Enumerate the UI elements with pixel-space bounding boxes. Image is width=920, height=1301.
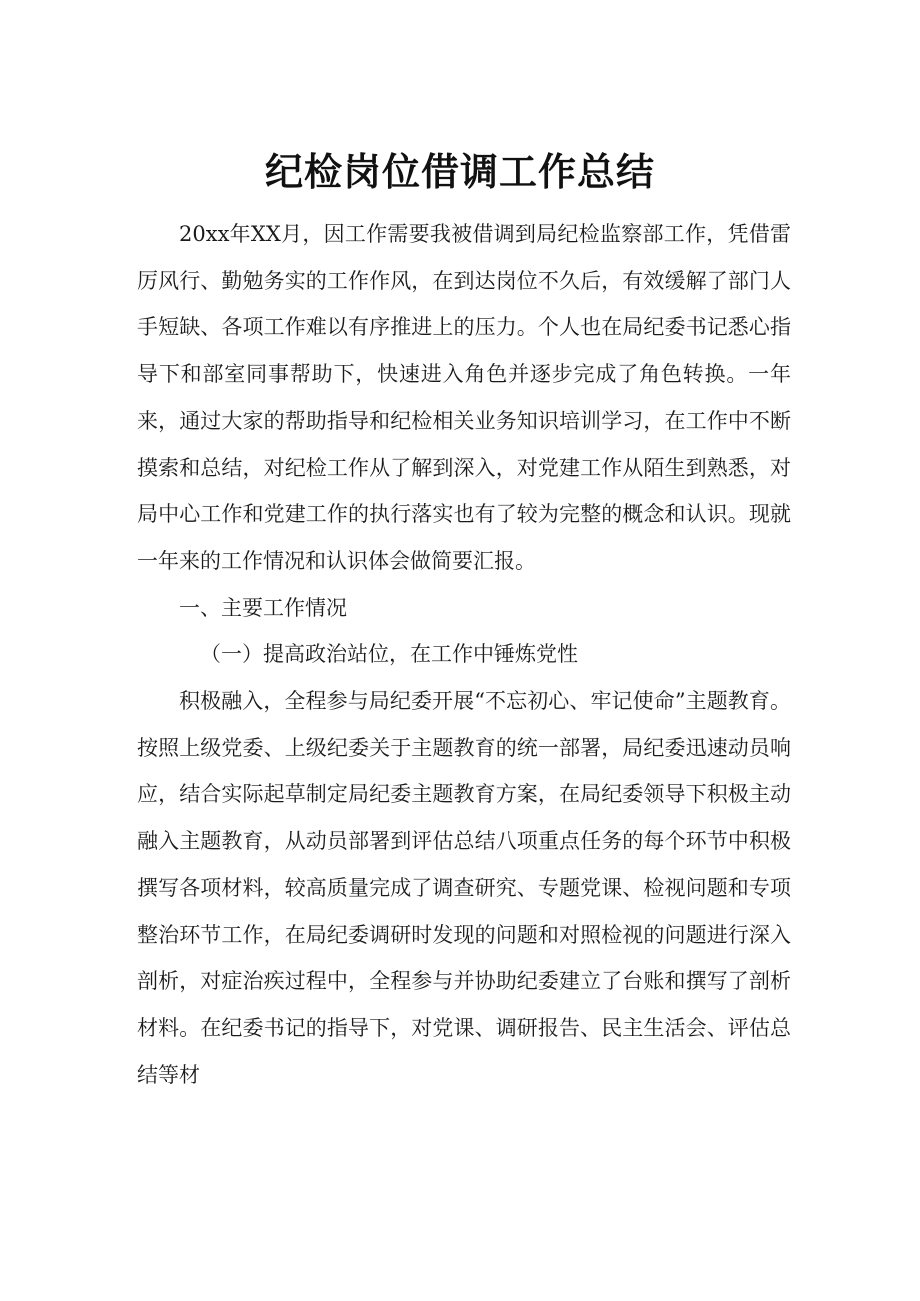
subsection-paragraph: 积极融入，全程参与局纪委开展“不忘初心、牢记使命”主题教育。按照上级党委、上级纪委关于主题教育的统一部署，局纪委迅速动员响应，结合实际起草制定局纪委主题教育方案，在局纪委领导下积极主动融入主题教育，从动员部署到评估总结八项重点任务的每个环节中积极撰写各项材料，较高质量完成了调查研究、专题党课、检视问题和专项整治环节工作，在局纪委调研时发现的问题和对照检视的问题进行深入剖析，对症治疾过程中，全程参与并协助纪委建立了台账和撰写了剖析材料。在纪委书记的指导下，对党课、调研报告、民主生活会、评估总结等材 [137,689,791,1087]
subsection-heading-political-stance: （一）提高政治站位，在工作中锤炼党性 [200,642,578,667]
intro-paragraph: 20xx年XX月，因工作需要我被借调到局纪检监察部工作，凭借雷厉风行、勤勉务实的工作作风，在到达岗位不久后，有效缓解了部门人手短缺、各项工作难以有序推进上的压力。个人也在局纪委书记悉心指导下和部室同事帮助下，快速进入角色并逐步完成了角色转换。一年来，通过大家的帮助指导和纪检相关业务知识培训学习，在工作中不断摸索和总结，对纪检工作从了解到深入，对党建工作从陌生到熟悉，对局中心工作和党建工作的执行落实也有了较为完整的概念和认识。现就一年来的工作情况和认识体会做简要汇报。 [137,222,791,573]
document-body [137,211,791,1098]
document-title: 纪检岗位借调工作总结 [264,150,655,194]
section-heading-main-work: 一、主要工作情况 [179,595,347,620]
